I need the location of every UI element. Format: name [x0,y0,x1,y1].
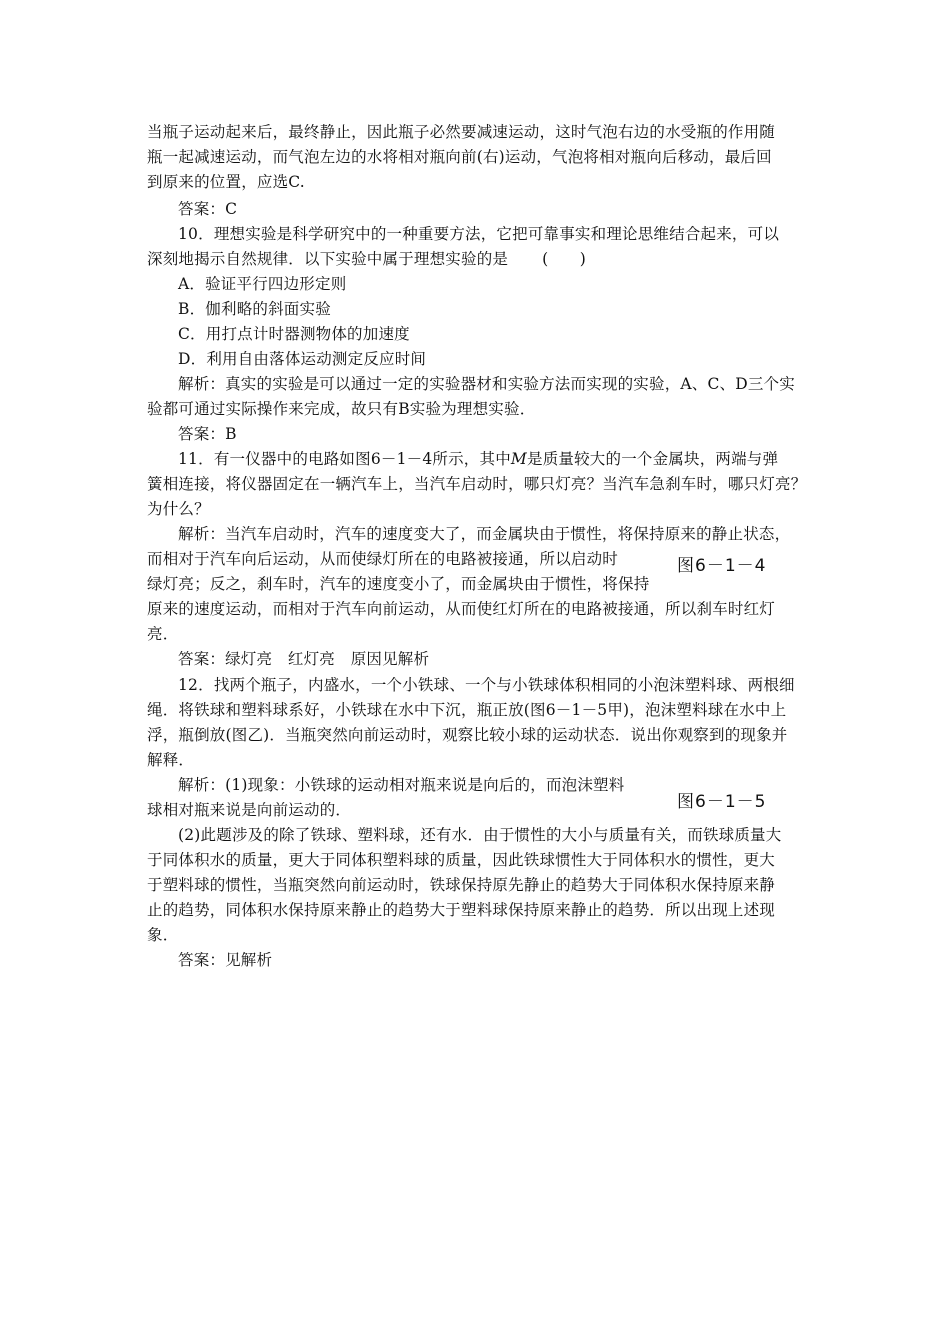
q10-stem-text: 深刻地揭示自然规律．以下实验中属于理想实验的是 [147,250,509,268]
q9-analysis-line-2: 瓶一起减速运动，而气泡左边的水将相对瓶向前(右)运动，气泡将相对瓶向后移动，最后回 [147,148,772,166]
q10-option-a: A．验证平行四边形定则 [178,275,347,293]
q10-analysis-line-2: 验都可通过实际操作来完成，故只有B实验为理想实验． [147,400,536,418]
q11-answer: 答案：绿灯亮 红灯亮 原因见解析 [178,650,430,668]
q10-analysis-line-1: 解析：真实的实验是可以通过一定的实验器材和实验方法而实现的实验，A、C、D三个实 [178,375,795,393]
q12-analysis-line-3: (2)此题涉及的除了铁球、塑料球，还有水．由于惯性的大小与质量有关，而铁球质量大 [178,826,782,844]
figure-6-1-4-caption: 图6－1－4 [677,556,767,576]
q9-analysis-line-3: 到原来的位置，应选C. [147,173,305,191]
q11-symbol-m: M [510,450,527,468]
q10-option-b: B．伽利略的斜面实验 [178,300,331,318]
q9-answer: 答案：C [178,200,238,218]
q9-analysis-line-1: 当瓶子运动起来后，最终静止，因此瓶子必然要减速运动，这时气泡右边的水受瓶的作用随 [147,123,776,141]
q12-analysis-line-5: 于塑料球的惯性，当瓶突然向前运动时，铁球保持原先静止的趋势大于同体积水保持原来静 [147,876,776,894]
q11-stem-line-2: 簧相连接，将仪器固定在一辆汽车上，当汽车启动时，哪只灯亮？当汽车急刹车时，哪只灯亮？ [147,475,807,493]
q10-option-c: C．用打点计时器测物体的加速度 [178,325,410,343]
q11-stem-line-3: 为什么？ [147,500,210,518]
q11-stem-part-1: 11．有一仪器中的电路如图6－1－4所示，其中 [178,450,511,468]
q12-analysis-line-1: 解析：(1)现象：小铁球的运动相对瓶来说是向后的，而泡沫塑料 [178,776,625,794]
q11-analysis-line-4: 原来的速度运动，而相对于汽车向前运动，从而使红灯所在的电路被接通，所以刹车时红灯 [147,600,776,618]
q11-stem-line-1 [178,449,778,469]
q12-stem-line-4: 解释． [147,751,195,769]
q11-analysis-line-3: 绿灯亮；反之，刹车时，汽车的速度变小了，而金属块由于惯性，将保持 [147,575,650,593]
q11-stem-part-2: 是质量较大的一个金属块，两端与弹 [527,450,779,468]
q12-answer: 答案：见解析 [178,951,273,969]
figure-6-1-5-caption: 图6－1－5 [677,792,767,812]
q11-analysis-line-1: 解析：当汽车启动时，汽车的速度变大了，而金属块由于惯性，将保持原来的静止状态， [178,525,791,543]
q10-answer: 答案：B [178,425,237,443]
q10-stem-line-2 [147,249,586,269]
q12-analysis-line-6: 止的趋势，同体积水保持原来静止的趋势大于塑料球保持原来静止的趋势．所以出现上述现 [147,901,776,919]
q11-analysis-line-5: 亮． [147,625,179,643]
q12-analysis-line-4: 于同体积水的质量，更大于同体积塑料球的质量，因此铁球惯性大于同体积水的惯性，更大 [147,851,776,869]
q12-stem-line-1: 12．找两个瓶子，内盛水，一个小铁球、一个与小铁球体积相同的小泡沫塑料球、两根细 [178,676,795,694]
q12-analysis-line-7: 象． [147,926,179,944]
q12-stem-line-2: 绳．将铁球和塑料球系好，小铁球在水中下沉，瓶正放(图6－1－5甲)，泡沫塑料球在水中上 [147,701,787,719]
q11-analysis-line-2: 而相对于汽车向后运动，从而使绿灯所在的电路被接通，所以启动时 [147,550,619,568]
q10-stem-line-1: 10．理想实验是科学研究中的一种重要方法，它把可靠事实和理论思维结合起来，可以 [178,225,780,243]
q10-answer-blank: ( ) [542,250,587,268]
q12-stem-line-3: 浮，瓶倒放(图乙)．当瓶突然向前运动时，观察比较小球的运动状态．说出你观察到的现象并 [147,726,788,744]
q10-option-d: D．利用自由落体运动测定反应时间 [178,350,427,368]
q12-analysis-line-2: 球相对瓶来说是向前运动的． [147,801,352,819]
